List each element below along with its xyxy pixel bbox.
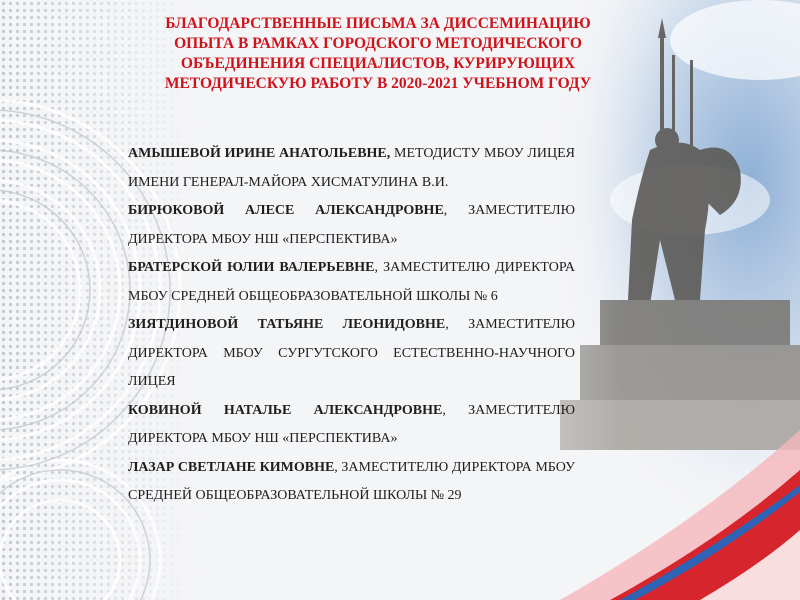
recipient-entry xyxy=(128,454,575,511)
title-line: ОБЪЕДИНЕНИЯ СПЕЦИАЛИСТОВ, КУРИРУЮЩИХ xyxy=(180,55,576,72)
recipient-entry xyxy=(128,140,575,197)
recipient-role: , ЗАМЕСТИТЕЛЮ ДИРЕКТОРА МБОУ СУРГУТСКОГО ЕСТЕСТВЕННО-НАУЧНОГО ЛИЦЕЯ xyxy=(128,317,576,389)
recipient-role: , ЗАМЕСТИТЕЛЮ ДИРЕКТОРА МБОУ НШ «ПЕРСПЕКТИВА» xyxy=(128,402,575,446)
title-line: ОПЫТА В РАМКАХ ГОРОДСКОГО МЕТОДИЧЕСКОГО xyxy=(174,35,582,52)
recipient-name: КОВИНОЙ НАТАЛЬЕ АЛЕКСАНДРОВНЕ xyxy=(128,402,443,418)
recipient-entry xyxy=(128,311,575,397)
recipient-entry xyxy=(128,397,575,454)
recipient-name: АМЫШЕВОЙ ИРИНЕ АНАТОЛЬЕВНЕ, xyxy=(128,146,391,161)
recipient-role: , ЗАМЕСТИТЕЛЮ ДИРЕКТОРА МБОУ СРЕДНЕЙ ОБЩЕОБРАЗОВАТЕЛЬНОЙ ШКОЛЫ № 29 xyxy=(128,459,575,503)
recipient-name: БРАТЕРСКОЙ ЮЛИИ ВАЛЕРЬЕВНЕ xyxy=(128,260,375,275)
title-line: БЛАГОДАРСТВЕННЫЕ ПИСЬМА ЗА ДИССЕМИНАЦИЮ xyxy=(165,15,591,32)
title-line: МЕТОДИЧЕСКУЮ РАБОТУ В 2020-2021 УЧЕБНОМ ГОДУ xyxy=(164,75,592,92)
recipient-name: БИРЮКОВОЙ АЛЕСЕ АЛЕКСАНДРОВНЕ xyxy=(128,203,444,218)
recipient-entry xyxy=(128,254,575,311)
recipient-name: ЗИЯТДИНОВОЙ ТАТЬЯНЕ ЛЕОНИДОВНЕ xyxy=(128,317,446,332)
recipient-entry xyxy=(128,197,575,254)
recipient-role: , ЗАМЕСТИТЕЛЮ ДИРЕКТОРА МБОУ НШ «ПЕРСПЕКТИВА» xyxy=(128,203,575,247)
recipient-name: ЛАЗАР СВЕТЛАНЕ КИМОВНЕ xyxy=(128,459,335,475)
recipient-role: МЕТОДИСТУ МБОУ ЛИЦЕЯ ИМЕНИ ГЕНЕРАЛ-МАЙОРА ХИСМАТУЛИНА В.И. xyxy=(128,146,575,190)
recipients-list xyxy=(128,140,575,511)
slide-title xyxy=(118,14,638,94)
recipient-role: , ЗАМЕСТИТЕЛЮ ДИРЕКТОРА МБОУ СРЕДНЕЙ ОБЩЕОБРАЗОВАТЕЛЬНОЙ ШКОЛЫ № 6 xyxy=(128,260,575,304)
